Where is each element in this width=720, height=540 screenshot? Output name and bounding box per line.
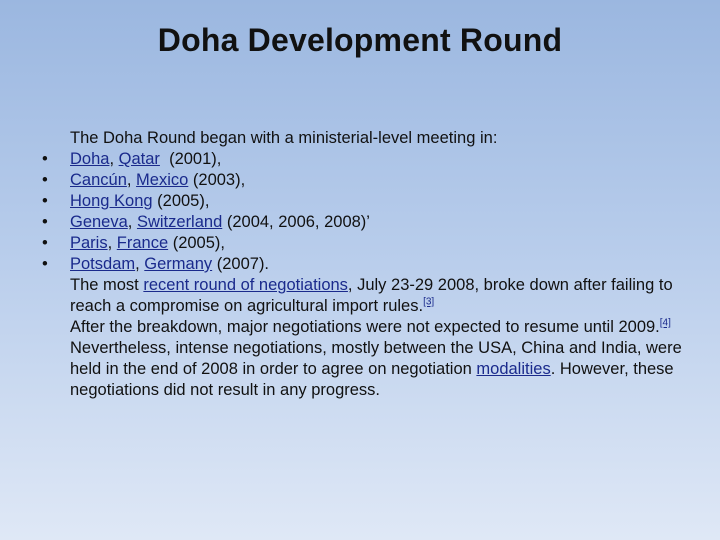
list-item (42, 191, 682, 212)
year-text: (2005), (152, 192, 210, 210)
footnote-ref-4[interactable]: [4] (659, 317, 671, 329)
link-hong-kong[interactable]: Hong Kong (70, 192, 153, 210)
bullet-icon: • (42, 234, 48, 252)
para-text: After the breakdown, major negotiations were not expected to resume until 2009. (70, 318, 660, 336)
separator: , (127, 213, 137, 231)
para-text: Nevertheless, intense negotiations, mostly between the USA, China and India, were held in the end of 2008 in order to agree on negotiation (70, 339, 682, 378)
footnote-ref-3[interactable]: [3] (423, 296, 435, 308)
link-paris[interactable]: Paris (70, 234, 108, 252)
list-item (42, 170, 682, 191)
link-potsdam[interactable]: Potsdam (70, 255, 136, 273)
year-text: (2005), (168, 234, 225, 252)
intro-label: The Doha Round began with a ministerial-level meeting in: (70, 129, 498, 147)
intro-text (42, 128, 682, 149)
slide-body (42, 128, 682, 401)
separator: , (126, 171, 137, 189)
separator: , (109, 150, 119, 168)
slide-title: Doha Development Round (157, 22, 563, 58)
list-item (42, 233, 682, 254)
link-switzerland[interactable]: Switzerland (136, 213, 223, 231)
year-text: (2007). (212, 255, 270, 273)
list-item (42, 149, 682, 170)
separator: , (107, 234, 117, 252)
para-text: The most (70, 276, 144, 294)
link-qatar[interactable]: Qatar (118, 150, 160, 168)
link-recent-round[interactable]: recent round of negotiations (143, 276, 348, 294)
link-germany[interactable]: Germany (144, 255, 213, 273)
paragraph-aftermath (42, 317, 682, 401)
bullet-icon: • (42, 213, 48, 231)
separator: , (135, 255, 145, 273)
bullet-icon: • (42, 192, 48, 210)
year-text: (2003), (188, 171, 246, 189)
link-geneva[interactable]: Geneva (70, 213, 128, 231)
link-modalities[interactable]: modalities (476, 360, 551, 378)
link-france[interactable]: France (116, 234, 169, 252)
link-doha[interactable]: Doha (70, 150, 110, 168)
link-mexico[interactable]: Mexico (136, 171, 189, 189)
list-item (42, 212, 682, 233)
bullet-icon: • (42, 150, 48, 168)
para-text: , July 23-29 2008, broke down after failing to reach a compromise on agricultural import rules. (70, 276, 673, 315)
year-text: (2004, 2006, 2008)’ (222, 213, 370, 231)
para-text: . However, these negotiations did not result in any progress. (70, 360, 674, 399)
list-item (42, 254, 682, 275)
bullet-icon: • (42, 255, 48, 273)
year-text: (2001), (159, 150, 222, 168)
paragraph-breakdown (42, 275, 682, 317)
link-cancun[interactable]: Cancún (70, 171, 127, 189)
bullet-icon: • (42, 171, 48, 189)
